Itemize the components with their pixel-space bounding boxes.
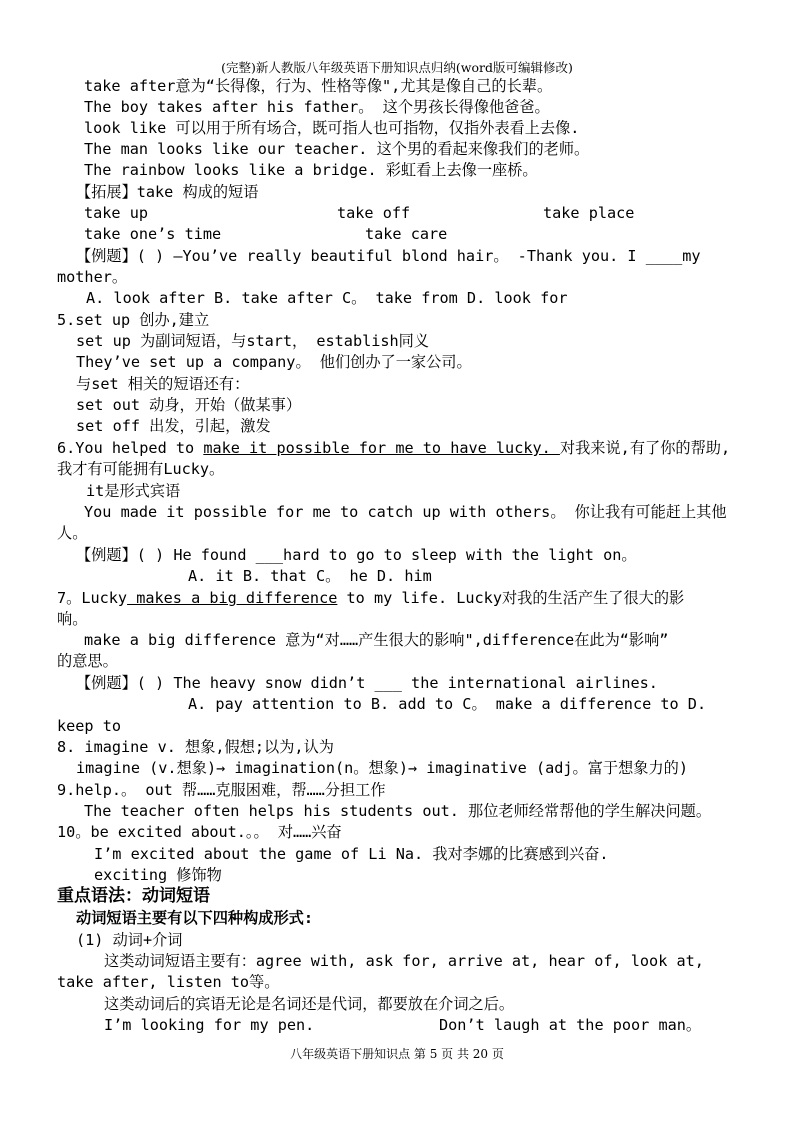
phrase-item: take place (543, 204, 635, 222)
text-line: 我才有可能拥有Lucky。 (57, 460, 225, 478)
phrase-item: take up (84, 204, 149, 222)
item-heading (57, 588, 684, 609)
item-heading: 10。be excited about.。。 对……兴奋 (57, 823, 342, 841)
text-line: keep to (57, 717, 122, 735)
text-line: 这类动词短语主要有：agree with, ask for, arrive at, hear of, look at, (104, 952, 704, 970)
text-segment: to my life. Lucky对我的生活产生了很大的影 (337, 589, 685, 607)
phrase-item: take care (365, 225, 448, 243)
grammar-heading: 重点语法：动词短语 (57, 886, 210, 906)
text-line: 人。 (57, 524, 88, 542)
example-sentence: Don’t laugh at the poor man。 (439, 1016, 702, 1034)
example-question: 【例题】( ) —You’ve really beautiful blond hair。 -Thank you. I ____my (76, 247, 701, 265)
text-line: 响。 (57, 610, 88, 628)
phrase-item: take off (337, 204, 411, 222)
text-line: You made it possible for me to catch up with others。 你让我有可能赶上其他 (84, 503, 727, 521)
text-line: exciting 修饰物 (94, 866, 222, 884)
item-heading: 5.set up 创办,建立 (57, 311, 210, 329)
page-header: (完整)新人教版八年级英语下册知识点归纳(word版可编辑修改) (221, 60, 573, 75)
item-heading (57, 438, 730, 459)
example-sentence: I’m looking for my pen. (104, 1016, 315, 1034)
subheading: (1) 动词+介词 (76, 931, 183, 949)
answer-options: A. look after B. take after C。 take from D. look for (86, 289, 568, 307)
text-line: The teacher often helps his students out. 那位老师经常帮他的学生解决问题。 (84, 802, 712, 820)
text-line: set out 动身，开始（做某事） (76, 396, 302, 414)
text-segment: 对我来说,有了你的帮助, (559, 439, 731, 457)
text-line: 这类动词后的宾语无论是名词还是代词，都要放在介词之后。 (104, 995, 515, 1013)
example-question: 【例题】( ) The heavy snow didn’t ___ the international airlines. (76, 674, 658, 692)
text-line: set off 出发，引起，激发 (76, 417, 271, 435)
item-heading: 8. imagine v. 想象,假想;以为,认为 (57, 738, 334, 756)
text-line: look like 可以用于所有场合，既可指人也可指物，仅指外表看上去像. (84, 119, 580, 137)
text-line: it是形式宾语 (86, 482, 181, 500)
text-line: set up 为副词短语，与start， establish同义 (76, 332, 430, 350)
text-line: The boy takes after his father。 这个男孩长得像他爸爸。 (84, 98, 550, 116)
text-line: The man looks like our teacher. 这个男的看起来像我们的老师。 (84, 140, 590, 158)
text-line: imagine (v.想象)→ imagination(n。想象)→ imaginative (adj。富于想象力的) (76, 759, 689, 777)
text-line: mother。 (57, 268, 128, 286)
text-line: take after, listen to等。 (57, 973, 280, 991)
text-line: They’ve set up a company。 他们创办了一家公司。 (76, 353, 472, 371)
answer-options: A. pay attention to B. add to C。 make a difference to D. (188, 695, 707, 713)
text-line: make a big difference 意为“对……产生很大的影响",difference在此为“影响” (84, 631, 669, 649)
page-footer: 八年级英语下册知识点 第 5 页 共 20 页 (290, 1047, 504, 1061)
text-segment: 7。Lucky (57, 589, 128, 607)
underlined-phrase: make it possible for me to have lucky. (203, 439, 560, 457)
text-line: 的意思。 (57, 652, 118, 670)
underlined-phrase: makes a big difference (127, 589, 338, 607)
text-segment: 6.You helped to (57, 439, 204, 457)
item-heading: 9.help.。 out 帮……克服困难，帮……分担工作 (57, 781, 386, 799)
phrase-item: take one’s time (84, 225, 222, 243)
section-heading: 【拓展】take 构成的短语 (76, 183, 259, 201)
text-line: I’m excited about the game of Li Na. 我对李娜的比赛感到兴奋. (94, 845, 609, 863)
subheading: 动词短语主要有以下四种构成形式: (76, 909, 313, 927)
text-line: take after意为“长得像，行为、性格等像",尤其是像自己的长辈。 (84, 77, 553, 95)
text-line: The rainbow looks like a bridge. 彩虹看上去像一座桥。 (84, 161, 538, 179)
answer-options: A. it B. that C。 he D. him (188, 567, 432, 585)
example-question: 【例题】( ) He found ___hard to go to sleep with the light on。 (76, 546, 637, 564)
text-line: 与set 相关的短语还有： (76, 375, 250, 393)
